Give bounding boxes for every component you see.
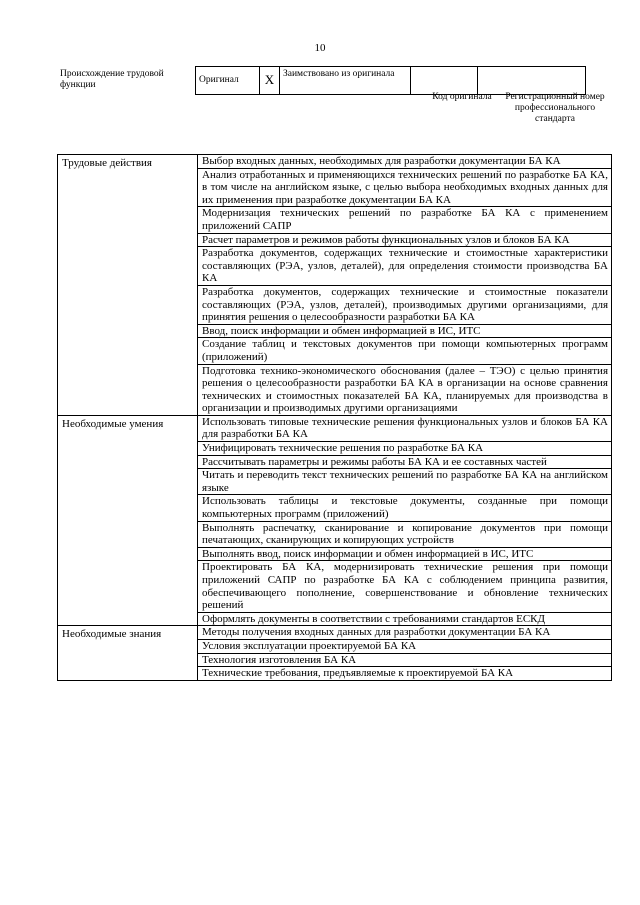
section-item: Создание таблиц и текстовых документов при помощи компьютерных программ (приложений) [198,338,612,364]
section-item: Унифицировать технические решения по разработке БА КА [198,442,612,456]
origin-table [195,66,586,95]
section-label: Трудовые действия [58,155,198,416]
section-item: Рассчитывать параметры и режимы работы БА КА и ее составных частей [198,455,612,469]
section-label: Необходимые знания [58,626,198,680]
section-item: Разработка документов, содержащих технические и стоимостные показатели составляющих (РЭА, узлов, деталей), производимых другими организациями, для принятия решения о целесообразности разработки БА КА [198,285,612,324]
original-label: Оригинал [196,67,260,95]
original-mark: X [260,67,280,95]
section-item: Выбор входных данных, необходимых для разработки документации БА КА [198,155,612,169]
borrowed-label: Заимствовано из оригинала [280,67,411,95]
table-row [58,626,612,640]
reg-number-cell [478,67,586,95]
code-cell [411,67,478,95]
origin-label: Происхождение трудовой функции [60,69,164,90]
labor-function-table [57,154,612,681]
page-number: 10 [314,42,326,54]
table-row [58,155,612,169]
reg-number-caption: Регистрационный номер профессионального стандарта [505,92,605,124]
table-row [58,415,612,441]
section-item: Использовать таблицы и текстовые документы, созданные при помощи компьютерных программ (приложений) [198,495,612,521]
section-item: Ввод, поиск информации и обмен информацией в ИС, ИТС [198,324,612,338]
section-item: Технология изготовления БА КА [198,653,612,667]
section-item: Читать и переводить текст технических решений по разработке БА КА на английском языке [198,469,612,495]
section-item: Выполнять распечатку, сканирование и копирование документов при помощи печатающих, сканирующих и копирующих устройств [198,521,612,547]
section-item: Выполнять ввод, поиск информации и обмен информацией в ИС, ИТС [198,547,612,561]
section-item: Расчет параметров и режимов работы функциональных узлов и блоков БА КА [198,233,612,247]
section-item: Использовать типовые технические решения функциональных узлов и блоков БА КА для разработки БА КА [198,415,612,441]
section-item: Методы получения входных данных для разработки документации БА КА [198,626,612,640]
section-item: Оформлять документы в соответствии с требованиями стандартов ЕСКД [198,612,612,626]
section-item: Подготовка технико-экономического обоснования (далее – ТЭО) с целью принятия решения о целесообразности разработки БА КА в организации на основе сравнения технических и стоимостных показателей БА КА, планируемых для производства в организации и производимых другими организациями [198,364,612,415]
section-item: Проектировать БА КА, модернизировать технические решения при помощи приложений САПР по разработке БА КА с соблюдением принципа развития, обеспечивающего пополнение, совершенствование и обновление технических решений [198,561,612,612]
section-item: Условия эксплуатации проектируемой БА КА [198,639,612,653]
code-caption: Код оригинала [432,92,492,102]
section-item: Модернизация технических решений по разработке БА КА с применением приложений САПР [198,207,612,233]
section-item: Технические требования, предъявляемые к проектируемой БА КА [198,667,612,681]
section-item: Анализ отработанных и применяющихся технических решений по разработке БА КА, в том числе на английском языке, с целью выбора необходимых входных данных для их применения при разработке документации БА КА [198,168,612,207]
section-label: Необходимые умения [58,415,198,626]
section-item: Разработка документов, содержащих технические и стоимостные характеристики составляющих (РЭА, узлов, деталей), для определения стоимости производства БА КА [198,247,612,286]
